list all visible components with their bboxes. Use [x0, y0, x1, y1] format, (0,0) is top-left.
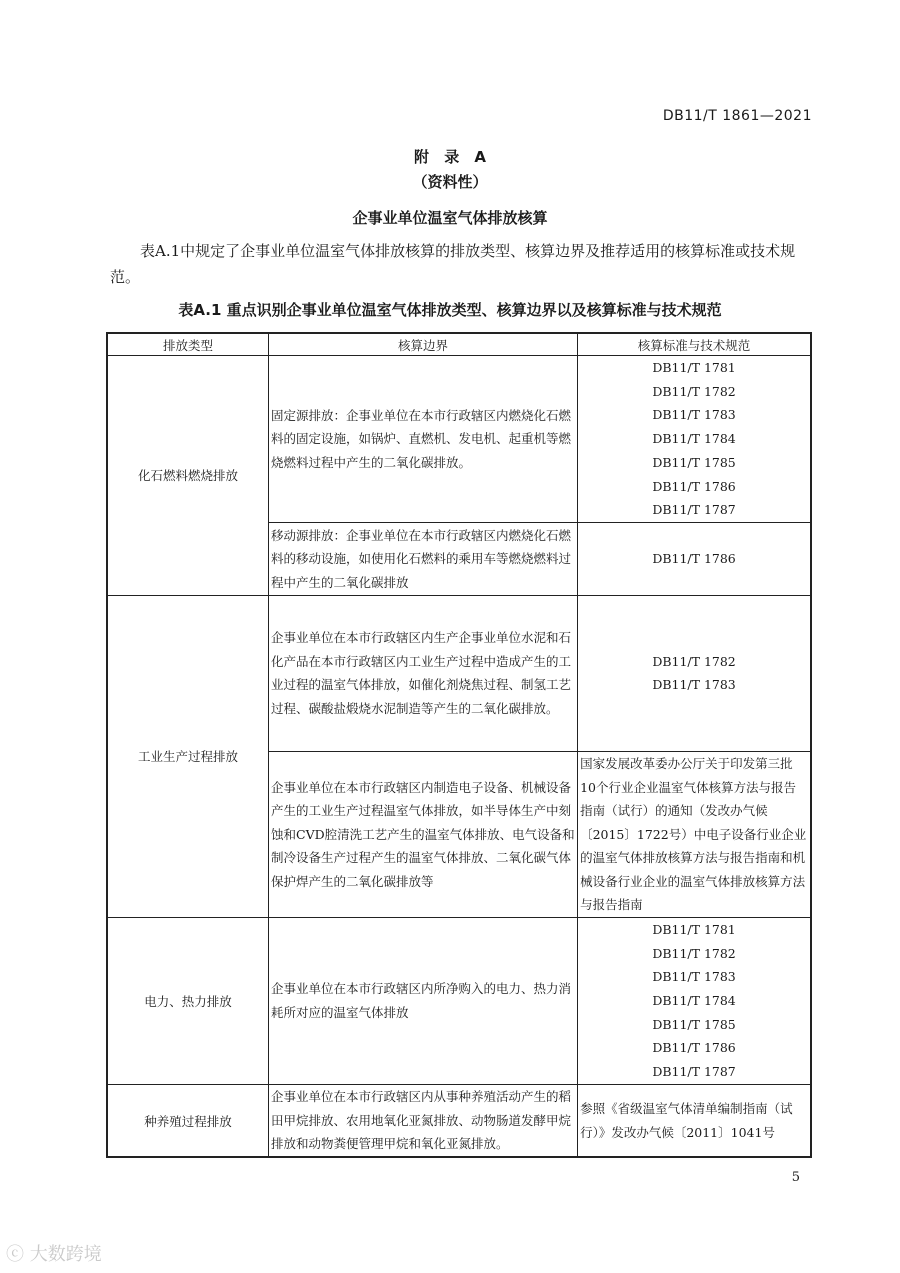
standards-cell [578, 595, 811, 751]
standard-item: DB11/T 1781 [652, 921, 736, 937]
section-title: 企事业单位温室气体排放核算 [352, 209, 548, 227]
boundary-cell: 企事业单位在本市行政辖区内从事种养殖活动产生的稻田甲烷排放、农用地氧化亚氮排放、动物肠道发酵甲烷排放和动物粪便管理甲烷和氧化亚氮排放。 [269, 1084, 578, 1157]
watermark-text: 大数跨境 [29, 1244, 102, 1265]
category-cell: 种养殖过程排放 [107, 1084, 269, 1157]
standard-item: DB11/T 1782 [652, 653, 736, 669]
standards-cell [578, 356, 811, 523]
header-emission-type: 排放类型 [107, 333, 269, 356]
standard-item: DB11/T 1787 [652, 502, 736, 518]
standard-item: DB11/T 1786 [652, 1040, 736, 1056]
table-row [107, 1084, 811, 1157]
standard-item: DB11/T 1787 [652, 1064, 736, 1080]
table-header-row [107, 333, 811, 356]
header-boundary: 核算边界 [269, 333, 578, 356]
table-row [107, 917, 811, 1084]
standard-item: DB11/T 1786 [652, 551, 736, 567]
table-caption: 表A.1 重点识别企事业单位温室气体排放类型、核算边界以及核算标准与技术规范 [178, 301, 722, 319]
boundary-cell: 移动源排放：企事业单位在本市行政辖区内燃烧化石燃料的移动设施，如使用化石燃料的乘用车等燃烧燃料过程中产生的二氧化碳排放 [269, 522, 578, 595]
standard-item: DB11/T 1785 [652, 1016, 736, 1032]
category-cell: 电力、热力排放 [107, 917, 269, 1084]
table-row [107, 595, 811, 751]
category-cell: 化石燃料燃烧排放 [107, 356, 269, 596]
standard-item: DB11/T 1786 [652, 478, 736, 494]
standard-item: DB11/T 1784 [652, 993, 736, 1009]
standard-item: DB11/T 1784 [652, 431, 736, 447]
boundary-cell: 企事业单位在本市行政辖区内所净购入的电力、热力消耗所对应的温室气体排放 [269, 917, 578, 1084]
standard-item: DB11/T 1781 [652, 360, 736, 375]
standards-cell [578, 522, 811, 595]
standard-item: DB11/T 1783 [652, 677, 736, 693]
table-row [107, 356, 811, 523]
intro-paragraph: 表A.1中规定了企事业单位温室气体排放核算的排放类型、核算边界及推荐适用的核算标准或技术规范。 [110, 242, 796, 286]
page-number: 5 [791, 1170, 800, 1185]
document-code: DB11/T 1861—2021 [662, 108, 812, 124]
standard-item: DB11/T 1782 [652, 383, 736, 399]
appendix-subtitle: （资料性） [412, 173, 488, 191]
standards-cell [578, 917, 811, 1084]
standards-cell: 国家发展改革委办公厅关于印发第三批10个行业企业温室气体核算方法与报告指南（试行）的通知（发改办气候〔2015〕1722号）中电子设备行业企业的温室气体排放核算方法与报告指南和机械设备行业企业的温室气体排放核算方法与报告指南 [578, 751, 811, 917]
standard-item: DB11/T 1782 [652, 945, 736, 961]
boundary-cell: 固定源排放：企事业单位在本市行政辖区内燃烧化石燃料的固定设施，如锅炉、直燃机、发电机、起重机等燃烧燃料过程中产生的二氧化碳排放。 [269, 356, 578, 523]
emission-table [106, 332, 812, 1158]
boundary-cell: 企事业单位在本市行政辖区内制造电子设备、机械设备产生的工业生产过程温室气体排放，如半导体生产中刻蚀和CVD腔清洗工艺产生的温室气体排放、电气设备和制冷设备生产过程产生的温室气体排放、二氧化碳气体保护焊产生的二氧化碳排放等 [269, 751, 578, 917]
header-standards: 核算标准与技术规范 [578, 333, 811, 356]
standard-item: DB11/T 1783 [652, 407, 736, 423]
boundary-cell: 企事业单位在本市行政辖区内生产企事业单位水泥和石化产品在本市行政辖区内工业生产过程中造成产生的工业过程的温室气体排放，如催化剂烧焦过程、制氢工艺过程、碳酸盐煅烧水泥制造等产生的二氧化碳排放。 [269, 595, 578, 751]
standard-item: DB11/T 1785 [652, 454, 736, 470]
appendix-title: 附 录 A [413, 148, 487, 166]
watermark-logo-icon: ⓒ [6, 1244, 24, 1265]
watermark [6, 1240, 102, 1266]
standard-item: DB11/T 1783 [652, 969, 736, 985]
category-cell: 工业生产过程排放 [107, 595, 269, 917]
standards-cell: 参照《省级温室气体清单编制指南（试行）》发改办气候〔2011〕1041号 [578, 1084, 811, 1157]
